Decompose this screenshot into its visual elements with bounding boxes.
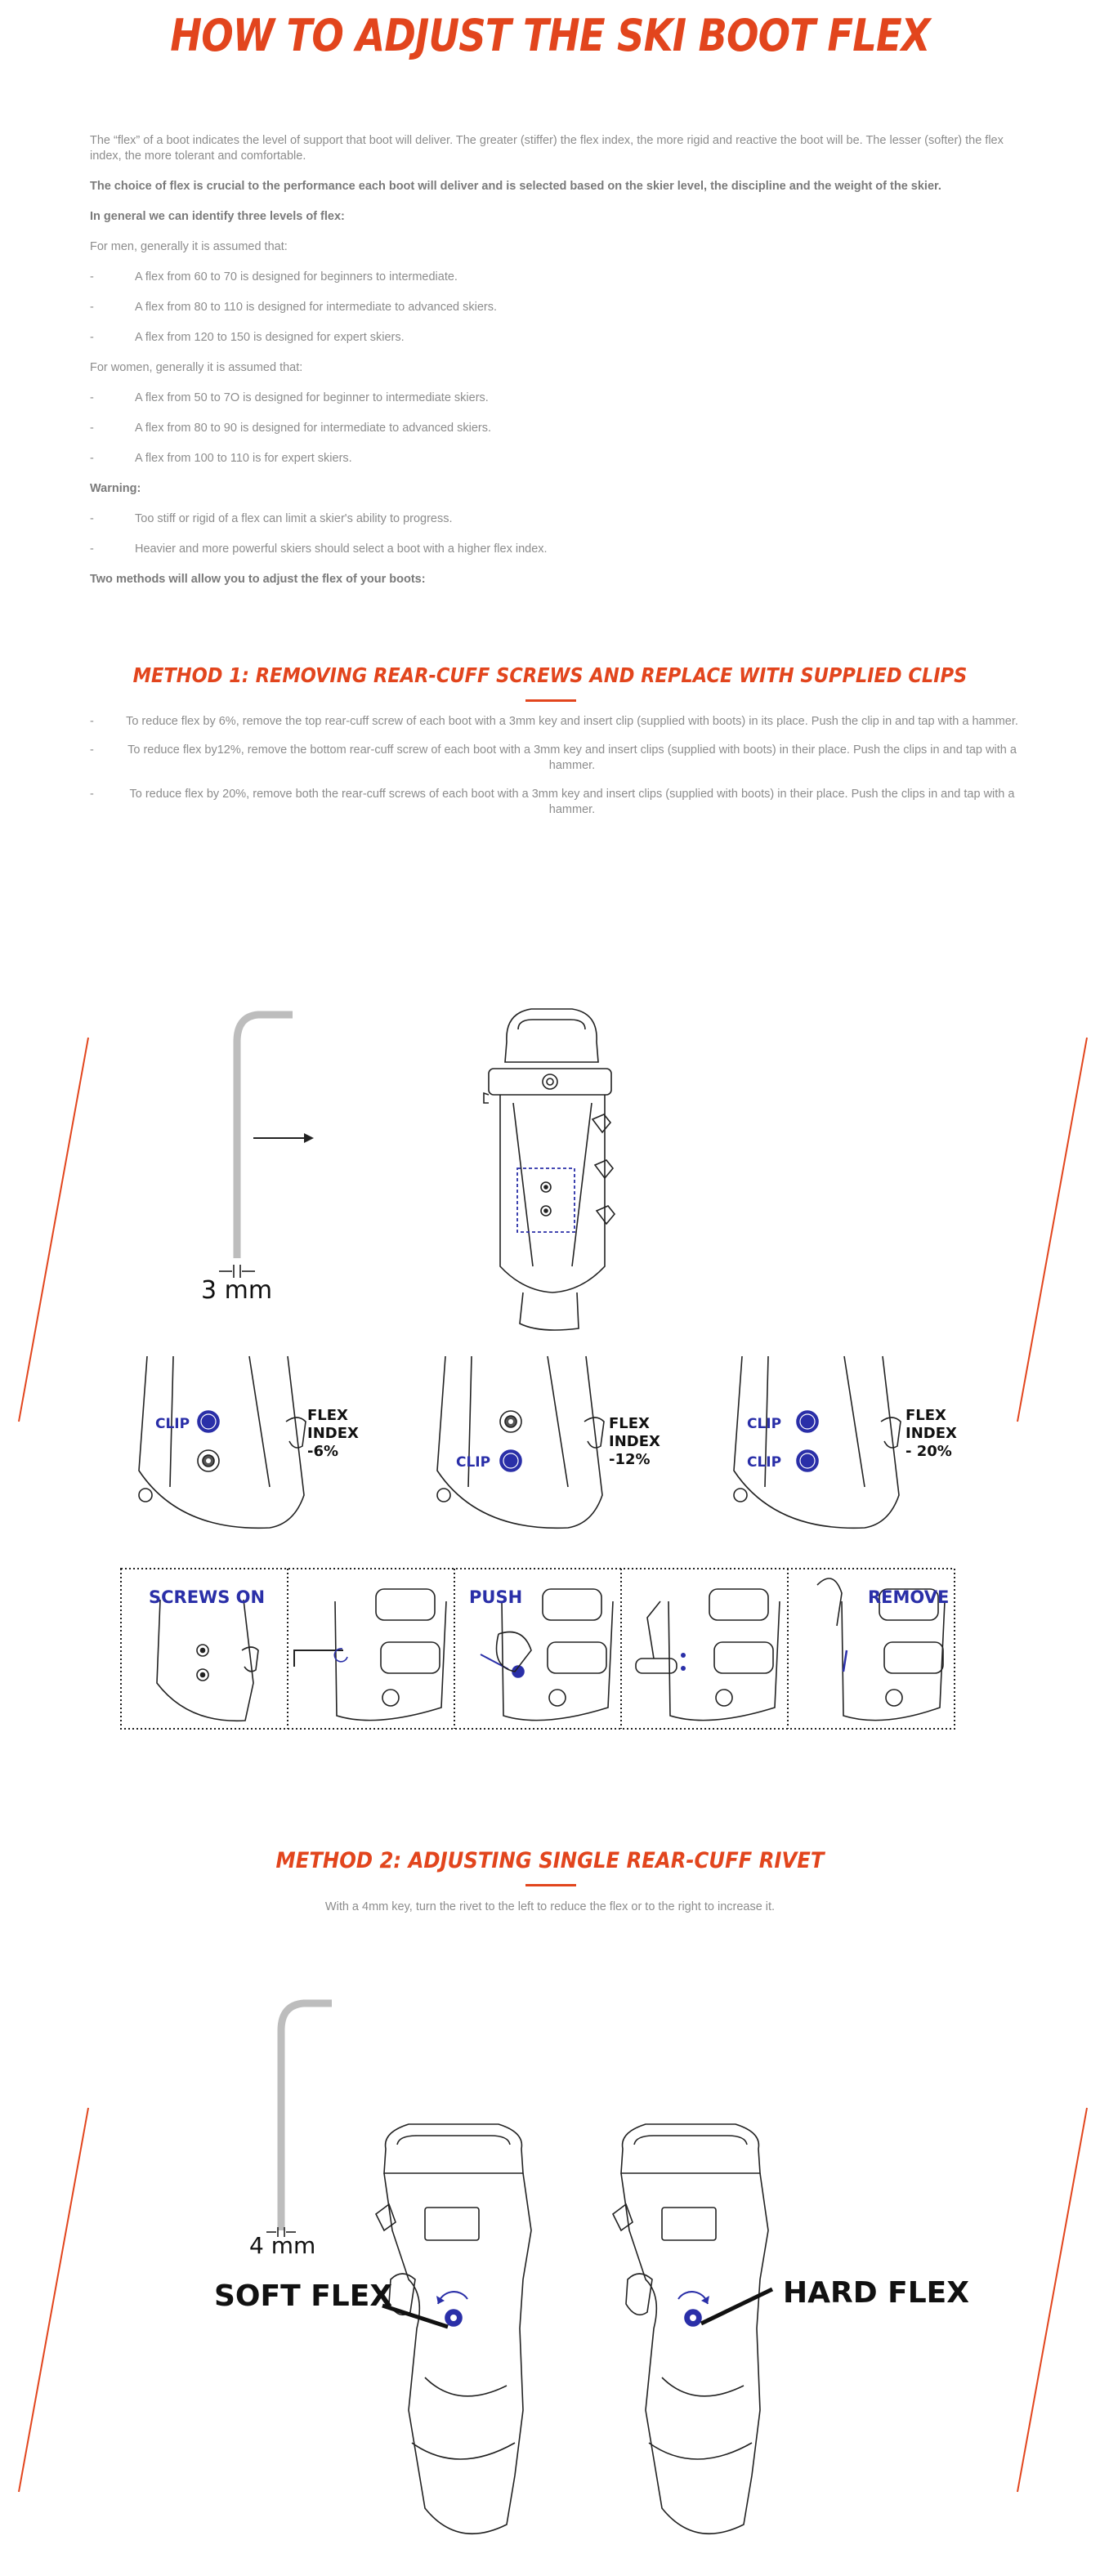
boot-soft-flex-icon	[376, 2124, 531, 2534]
hex-key-3mm-icon	[237, 1015, 293, 1258]
warning-label: Warning:	[90, 482, 141, 495]
list-item-text: Too stiff or rigid of a flex can limit a skier's ability to progress.	[135, 512, 453, 525]
method1-rule	[525, 699, 576, 702]
closeup-20	[734, 1356, 901, 1528]
method1-title: METHOD 1: REMOVING REAR-CUFF SCREWS AND REPLACE WITH SUPPLIED CLIPS	[132, 663, 968, 687]
list-item	[90, 787, 1022, 818]
bullet: -	[90, 301, 94, 314]
flex-label: FLEX	[905, 1407, 946, 1424]
list-item-text: To reduce flex by 20%, remove both the rear-cuff screws of each boot with a 3mm key and insert clips (supplied with boots) in their place. Push the clips in and tap with a hammer.	[129, 788, 1015, 816]
accent-slash-left	[19, 1038, 88, 1422]
bullet: -	[90, 422, 94, 435]
method1-list	[90, 714, 1022, 831]
list-item	[90, 330, 1017, 346]
closeup-6	[139, 1356, 306, 1528]
soft-flex-label: SOFT FLEX	[214, 2279, 393, 2313]
bullet: -	[90, 452, 94, 465]
flex-value-label: - 20%	[905, 1443, 952, 1460]
intro-section	[90, 133, 1017, 602]
bullet: -	[90, 715, 94, 728]
key-size-label: 3 mm	[201, 1276, 273, 1305]
flex-value-label: -12%	[609, 1451, 651, 1468]
method2-rule	[525, 1884, 576, 1886]
intro-levels: In general we can identify three levels of flex:	[90, 210, 345, 223]
clip-label: CLIP	[747, 1416, 782, 1432]
list-item	[90, 511, 1017, 527]
step-label: PUSH	[469, 1587, 523, 1607]
list-item	[90, 421, 1017, 436]
list-item-text: A flex from 100 to 110 is for expert skiers.	[135, 452, 352, 465]
list-item-text: A flex from 80 to 90 is designed for intermediate to advanced skiers.	[135, 422, 492, 435]
list-item	[90, 300, 1017, 315]
list-item-text: A flex from 120 to 150 is designed for expert skiers.	[135, 331, 405, 344]
list-item	[90, 714, 1022, 730]
step-label: SCREWS ON	[149, 1587, 266, 1607]
closeup-12	[437, 1356, 604, 1528]
boot-rear-view-icon	[484, 1009, 615, 1330]
accent-slash-left	[19, 2108, 88, 2492]
list-item-text: A flex from 80 to 110 is designed for intermediate to advanced skiers.	[135, 301, 498, 314]
accent-slash-right	[1017, 1038, 1087, 1422]
hard-flex-label: HARD FLEX	[783, 2276, 970, 2310]
flex-label: FLEX	[307, 1407, 348, 1424]
bullet: -	[90, 743, 94, 757]
index-label: INDEX	[307, 1425, 359, 1442]
hex-key-4mm-icon	[281, 2003, 332, 2230]
list-item-text: Heavier and more powerful skiers should select a boot with a higher flex index.	[135, 542, 548, 556]
flex-value-label: -6%	[307, 1443, 339, 1460]
accent-slash-right	[1017, 2108, 1087, 2492]
men-intro: For men, generally it is assumed that:	[90, 240, 288, 253]
list-item	[90, 542, 1017, 557]
list-item	[90, 451, 1017, 467]
bullet: -	[90, 391, 94, 404]
flex-label: FLEX	[609, 1415, 650, 1432]
bullet: -	[90, 788, 94, 801]
clip-label: CLIP	[155, 1416, 190, 1432]
list-item	[90, 743, 1022, 774]
page-title: HOW TO ADJUST THE SKI BOOT FLEX	[170, 10, 930, 61]
method2-title: METHOD 2: ADJUSTING SINGLE REAR-CUFF RIVET	[275, 1848, 825, 1873]
list-item	[90, 270, 1017, 285]
methods-intro: Two methods will allow you to adjust the flex of your boots:	[90, 573, 426, 586]
step-label: REMOVE	[868, 1587, 950, 1607]
list-item-text: To reduce flex by 6%, remove the top rear-cuff screw of each boot with a 3mm key and insert clip (supplied with boots) in its place. Push the clip in and tap with a hammer.	[126, 715, 1018, 728]
index-label: INDEX	[905, 1425, 957, 1442]
clip-label: CLIP	[456, 1454, 491, 1471]
step-push	[481, 1589, 613, 1721]
bullet: -	[90, 270, 94, 283]
list-item-text: A flex from 50 to 7O is designed for beginner to intermediate skiers.	[135, 391, 489, 404]
intro-importance: The choice of flex is crucial to the performance each boot will deliver and is selected based on the skier level, the discipline and the weight of the skier.	[90, 180, 941, 193]
method2-text: With a 4mm key, turn the rivet to the left to reduce the flex or to the right to increase it.	[324, 1900, 776, 1913]
method2-illustration	[0, 1985, 1100, 2565]
step-hammer	[636, 1589, 780, 1721]
list-item-text: A flex from 60 to 70 is designed for beginners to intermediate.	[135, 270, 458, 283]
intro-paragraph: The “flex” of a boot indicates the level of support that boot will deliver. The greater (stiffer) the flex index, the more rigid and reactive the boot will be. The lesser (softer) the flex index, the more tolerant and comfortable.	[90, 134, 1004, 163]
index-label: INDEX	[609, 1433, 660, 1450]
key-size-label: 4 mm	[249, 2232, 316, 2259]
bullet: -	[90, 331, 94, 344]
method1-illustration	[0, 997, 1100, 1757]
boot-hard-flex-icon	[613, 2124, 772, 2534]
step-screws-on	[157, 1600, 258, 1721]
bullet: -	[90, 512, 94, 525]
bullet: -	[90, 542, 94, 556]
clip-label: CLIP	[747, 1454, 782, 1471]
women-intro: For women, generally it is assumed that:	[90, 361, 303, 374]
list-item	[90, 391, 1017, 406]
list-item-text: To reduce flex by12%, remove the bottom rear-cuff screw of each boot with a 3mm key and insert clips (supplied with boots) in their place. Push the clips in and tap with a hammer.	[127, 743, 1017, 772]
step-unscrew	[294, 1589, 446, 1721]
